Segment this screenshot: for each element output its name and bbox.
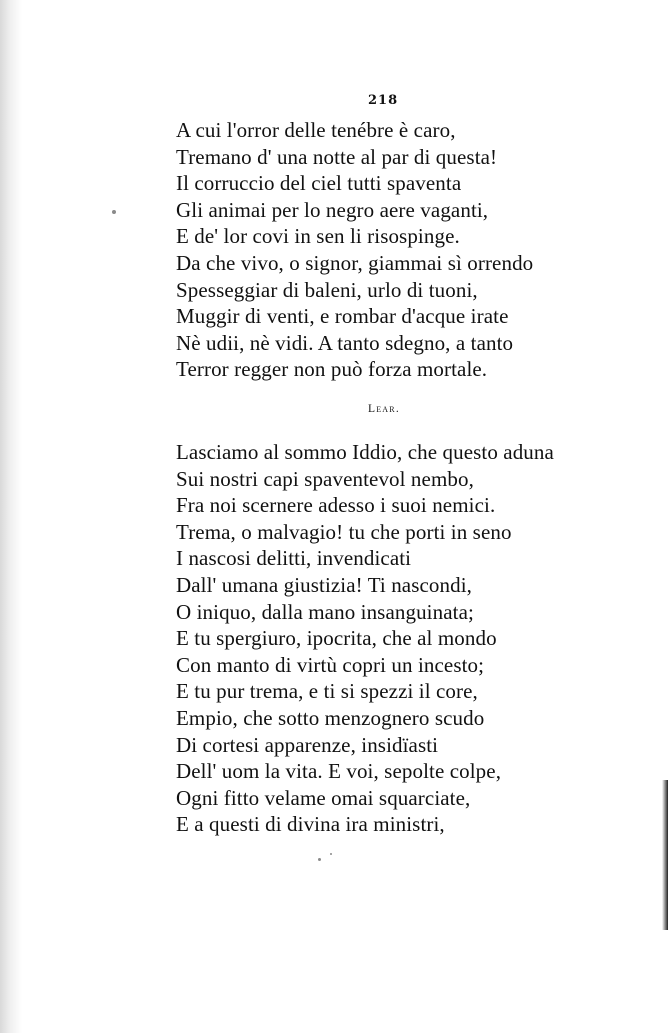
verse-line: Da che vivo, o signor, giammai sì orrendo — [176, 250, 534, 275]
ink-speck — [330, 853, 332, 855]
speaker-heading: Lear. — [368, 403, 400, 415]
verse-line: Spesseggiar di baleni, urlo di tuoni, — [176, 277, 478, 302]
verse-line: Di cortesi apparenze, insidïasti — [176, 732, 439, 757]
verse-line: E tu pur trema, e ti si spezzi il core, — [176, 679, 478, 704]
verse-line: Il corruccio del ciel tutti spaventa — [176, 171, 462, 196]
verse-line: Muggir di venti, e rombar d'acque irate — [176, 304, 509, 329]
verse-line: A cui l'orror delle tenébre è caro, — [176, 118, 456, 142]
verse-line: Terror regger non può forza mortale. — [176, 357, 488, 382]
verse-line: Fra noi scernere adesso i suoi nemici. — [176, 493, 496, 518]
verse-line: O iniquo, dalla mano insanguinata; — [176, 599, 474, 624]
verse-line: Gli animai per lo negro aere vaganti, — [176, 197, 489, 222]
verse-line: Trema, o malvagio! tu che porti in seno — [176, 519, 512, 544]
verse-line: Dall' umana giustizia! Ti nascondi, — [176, 572, 473, 597]
page-left-edge-shadow — [0, 0, 22, 1033]
verse-line: Ogni fitto velame omai squarciate, — [176, 785, 471, 810]
verse-line: I nascosi delitti, invendicati — [176, 546, 412, 571]
verse-line: Dell' uom la vita. E voi, sepolte colpe, — [176, 759, 502, 784]
verse-line: Con manto di virtù copri un incesto; — [176, 652, 485, 677]
verse-block-2 — [176, 439, 554, 838]
ink-speck — [112, 210, 116, 214]
verse-line: E a questi di divina ira ministri, — [176, 812, 445, 837]
verse-line: Lasciamo al sommo Iddio, che questo aduna — [176, 440, 554, 464]
page-number: 218 — [368, 93, 399, 108]
ink-speck — [318, 858, 321, 861]
verse-line: Tremano d' una notte al par di questa! — [176, 144, 498, 169]
verse-line: E de' lor covi in sen li risospinge. — [176, 224, 460, 249]
verse-line: Empio, che sotto menzognero scudo — [176, 705, 485, 730]
verse-line: Sui nostri capi spaventevol nembo, — [176, 466, 474, 491]
verse-line: Nè udii, nè vidi. A tanto sdegno, a tanto — [176, 330, 514, 355]
verse-line: E tu spergiuro, ipocrita, che al mondo — [176, 626, 497, 651]
page-right-edge-shadow — [662, 780, 668, 930]
verse-block-1 — [176, 117, 533, 383]
